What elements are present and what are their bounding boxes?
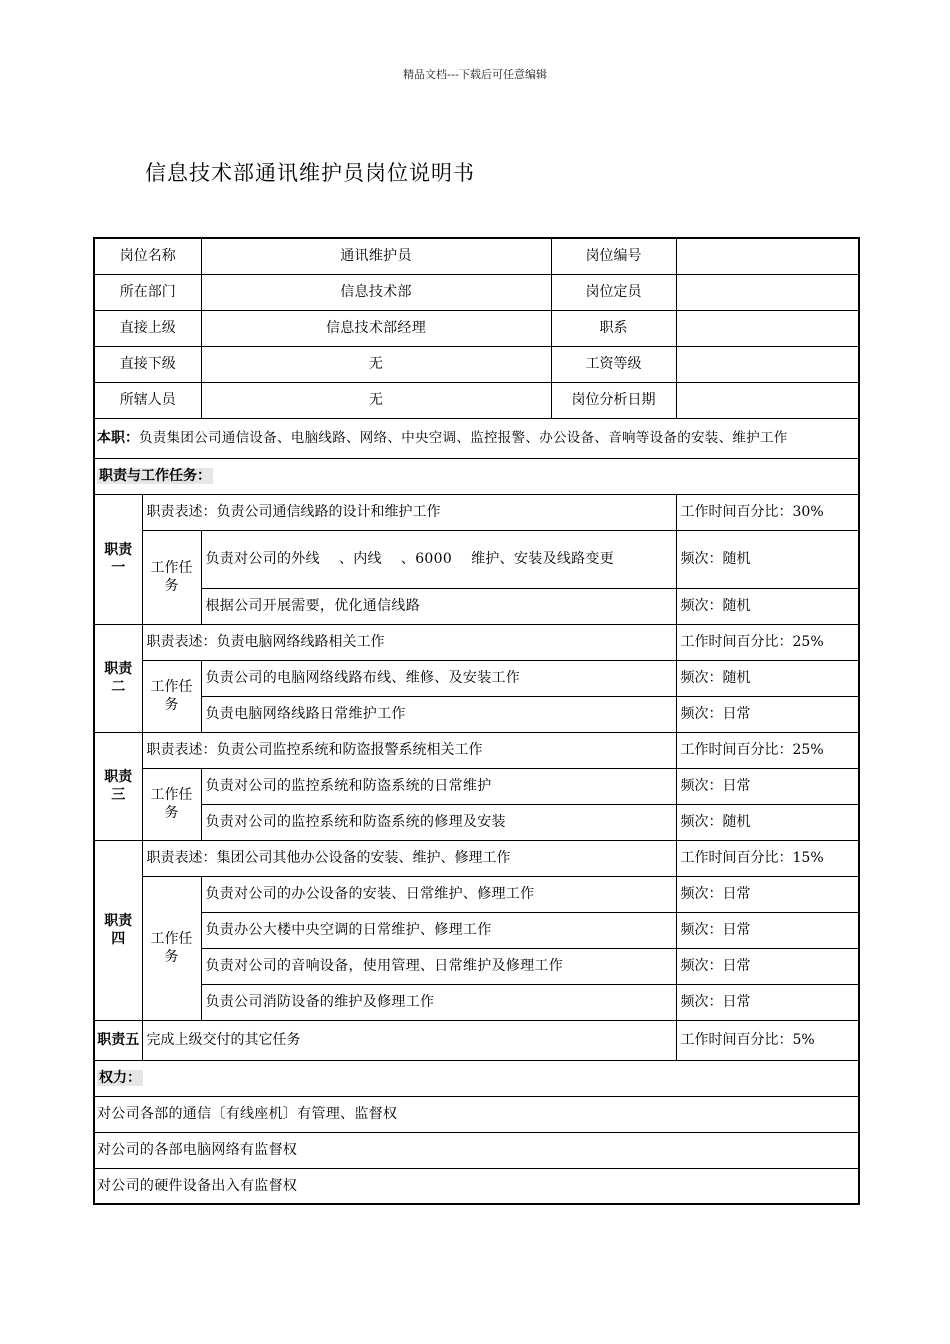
task-frequency: 频次：随机 — [676, 660, 859, 696]
responsibilities-header-row — [94, 458, 859, 494]
authority-header: 权力： — [99, 1070, 141, 1086]
duty-description: 职责表述：集团公司其他办公设备的安装、维护、修理工作 — [142, 840, 676, 876]
header-note: 精品文档---下载后可任意编辑 — [403, 68, 547, 81]
task-row — [94, 696, 859, 732]
info-label: 直接下级 — [94, 346, 201, 382]
task-row — [94, 804, 859, 840]
info-label: 岗位定员 — [551, 274, 676, 310]
task-frequency: 频次：随机 — [676, 588, 859, 624]
info-row — [94, 346, 859, 382]
task-frequency: 频次：日常 — [676, 948, 859, 984]
responsibilities-header: 职责与工作任务： — [99, 468, 211, 484]
task-row — [94, 948, 859, 984]
authority-item: 对公司各部的通信〔有线座机〕有管理、监督权 — [94, 1096, 859, 1132]
duty-description-row — [94, 1020, 859, 1060]
info-value: 信息技术部经理 — [201, 310, 551, 346]
info-value: 通讯维护员 — [201, 238, 551, 274]
main-duty-text: 负责集团公司通信设备、电脑线路、网络、中央空调、监控报警、办公设备、音响等设备的安装、维护工作 — [139, 429, 788, 446]
task-text: 负责对公司的办公设备的安装、日常维护、修理工作 — [201, 876, 676, 912]
authority-item: 对公司的各部电脑网络有监督权 — [94, 1132, 859, 1168]
duty-label: 职责一 — [94, 494, 142, 624]
info-row — [94, 274, 859, 310]
task-text: 负责电脑网络线路日常维护工作 — [201, 696, 676, 732]
info-label: 岗位名称 — [94, 238, 201, 274]
duty-description-row — [94, 840, 859, 876]
duty-time-percentage: 工作时间百分比：25% — [676, 732, 859, 768]
authority-header-row — [94, 1060, 859, 1096]
duty-label: 职责五 — [94, 1020, 142, 1060]
duty-time-percentage: 工作时间百分比：15% — [676, 840, 859, 876]
info-row — [94, 238, 859, 274]
info-value — [676, 310, 859, 346]
duty-description: 职责表述：负责电脑网络线路相关工作 — [142, 624, 676, 660]
info-value: 信息技术部 — [201, 274, 551, 310]
duty-time-percentage: 工作时间百分比：30% — [676, 494, 859, 530]
task-frequency: 频次：随机 — [676, 530, 859, 588]
task-frequency: 频次：日常 — [676, 912, 859, 948]
task-label: 工作任务 — [142, 660, 201, 732]
main-duty-row — [94, 418, 859, 458]
task-label: 工作任务 — [142, 530, 201, 624]
job-description-table — [93, 237, 860, 1205]
info-label: 直接上级 — [94, 310, 201, 346]
task-row — [94, 660, 859, 696]
info-value — [676, 382, 859, 418]
info-label: 工资等级 — [551, 346, 676, 382]
task-frequency: 频次：日常 — [676, 984, 859, 1020]
duty-label: 职责三 — [94, 732, 142, 840]
duty-time-percentage: 工作时间百分比：25% — [676, 624, 859, 660]
task-row — [94, 876, 859, 912]
task-text: 根据公司开展需要，优化通信线路 — [201, 588, 676, 624]
info-value: 无 — [201, 382, 551, 418]
task-label: 工作任务 — [142, 876, 201, 1020]
duty-time-percentage: 工作时间百分比：5% — [676, 1020, 859, 1060]
info-value — [676, 274, 859, 310]
task-row — [94, 588, 859, 624]
task-text: 负责对公司的监控系统和防盗系统的修理及安装 — [201, 804, 676, 840]
duty-label: 职责四 — [94, 840, 142, 1020]
task-text: 负责公司消防设备的维护及修理工作 — [201, 984, 676, 1020]
info-label: 职系 — [551, 310, 676, 346]
task-frequency: 频次：日常 — [676, 876, 859, 912]
info-row — [94, 382, 859, 418]
task-row — [94, 768, 859, 804]
info-row — [94, 310, 859, 346]
task-frequency: 频次：日常 — [676, 696, 859, 732]
task-text: 负责公司的电脑网络线路布线、维修、及安装工作 — [201, 660, 676, 696]
task-label: 工作任务 — [142, 768, 201, 840]
task-row — [94, 530, 859, 588]
authority-header-cell — [94, 1060, 859, 1096]
responsibilities-header-cell — [94, 458, 859, 494]
task-row — [94, 912, 859, 948]
info-label: 所在部门 — [94, 274, 201, 310]
duty-description-row — [94, 732, 859, 768]
info-value: 无 — [201, 346, 551, 382]
info-label: 所辖人员 — [94, 382, 201, 418]
task-text: 负责对公司的音响设备，使用管理、日常维护及修理工作 — [201, 948, 676, 984]
main-duty-cell — [94, 418, 859, 458]
task-frequency: 频次：日常 — [676, 768, 859, 804]
task-row — [94, 984, 859, 1020]
duty-description-row — [94, 624, 859, 660]
authority-row — [94, 1096, 859, 1132]
duty-description: 职责表述：负责公司通信线路的设计和维护工作 — [142, 494, 676, 530]
task-text: 负责对公司的监控系统和防盗系统的日常维护 — [201, 768, 676, 804]
duty-description: 完成上级交付的其它任务 — [142, 1020, 676, 1060]
authority-item: 对公司的硬件设备出入有监督权 — [94, 1168, 859, 1204]
task-text: 负责对公司的外线 、内线 、6000 维护、安装及线路变更 — [201, 530, 676, 588]
task-text: 负责办公大楼中央空调的日常维护、修理工作 — [201, 912, 676, 948]
authority-row — [94, 1132, 859, 1168]
task-frequency: 频次：随机 — [676, 804, 859, 840]
info-label: 岗位分析日期 — [551, 382, 676, 418]
info-value — [676, 238, 859, 274]
duty-description: 职责表述：负责公司监控系统和防盗报警系统相关工作 — [142, 732, 676, 768]
authority-row — [94, 1168, 859, 1204]
document-title: 信息技术部通讯维护员岗位说明书 — [145, 161, 475, 185]
info-value — [676, 346, 859, 382]
main-duty-label: 本职： — [97, 429, 139, 446]
duty-label: 职责二 — [94, 624, 142, 732]
info-label: 岗位编号 — [551, 238, 676, 274]
duty-description-row — [94, 494, 859, 530]
